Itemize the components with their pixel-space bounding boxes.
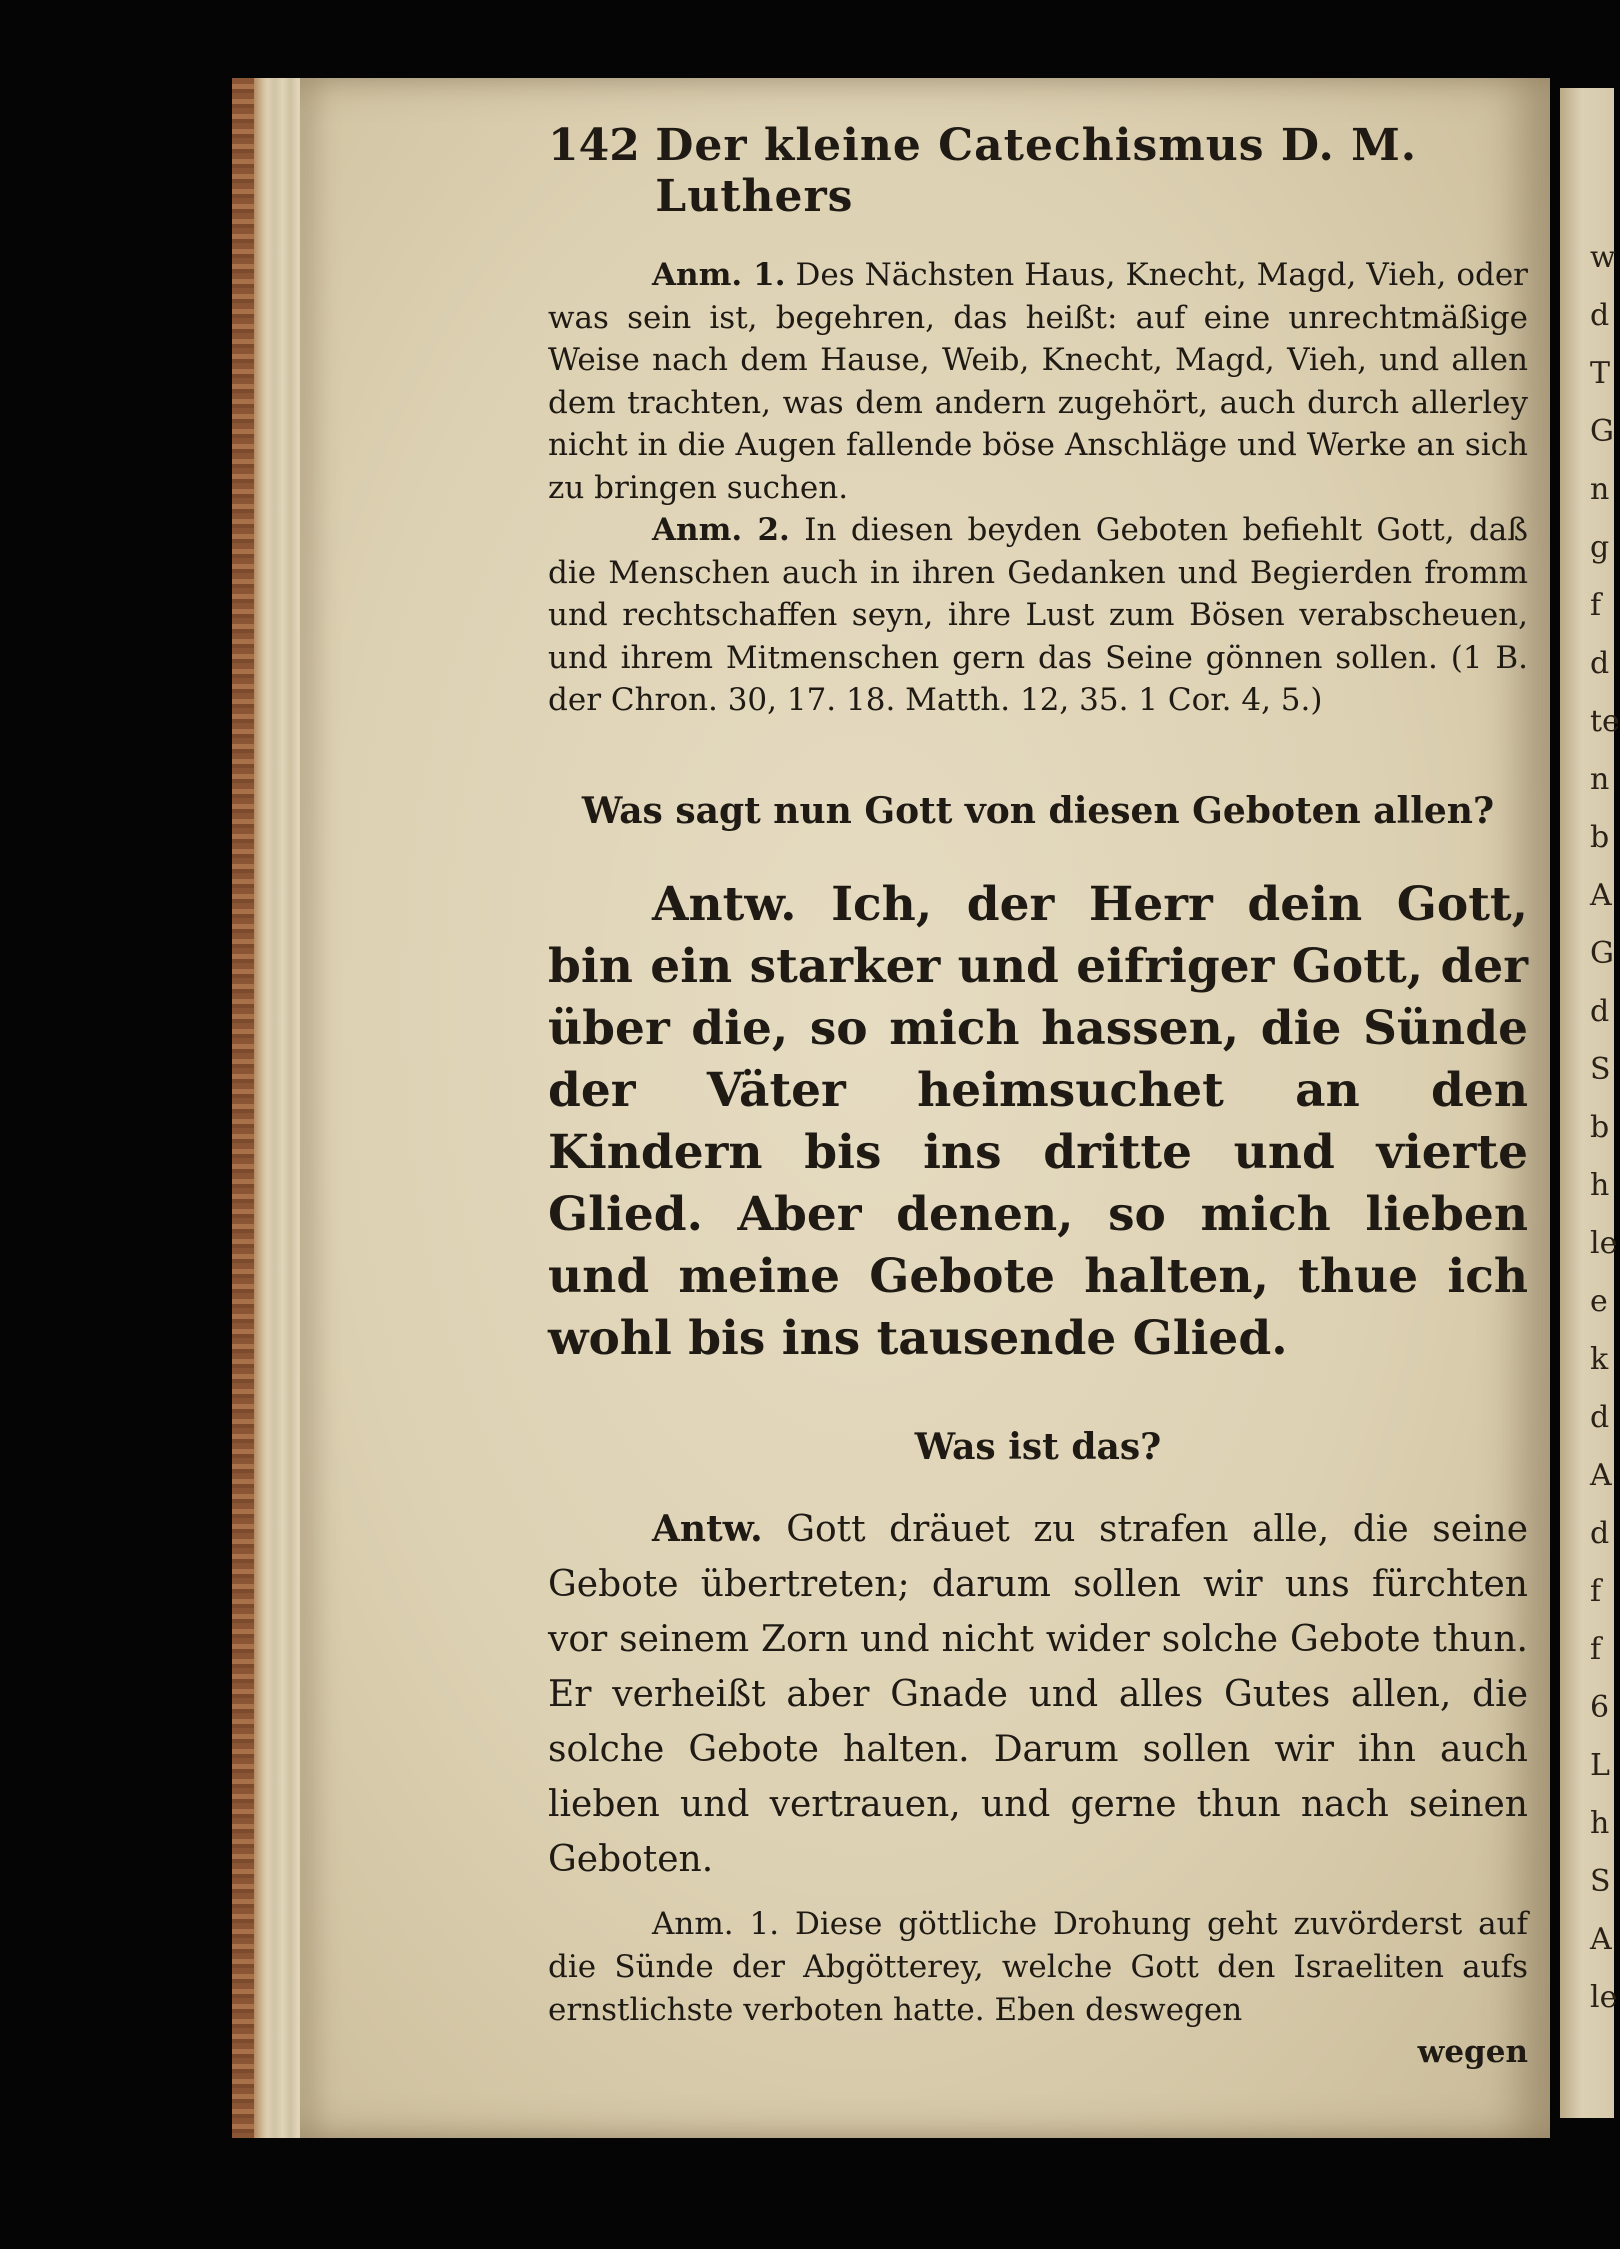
facing-page-letter: f	[1590, 1574, 1602, 1609]
facing-page-letter: d	[1590, 298, 1610, 333]
question-heading-2: Was ist das?	[914, 1425, 1162, 1468]
page-number: 142	[548, 120, 640, 171]
annotation-3	[548, 1903, 1528, 2032]
answer-2	[548, 1502, 1528, 1887]
running-header	[548, 120, 1528, 222]
facing-page-letter: f	[1590, 1632, 1602, 1667]
facing-page-letter: le	[1590, 1980, 1618, 2015]
facing-page-letter: d	[1590, 646, 1610, 681]
facing-page-letter: g	[1590, 530, 1610, 565]
facing-page-letter: S	[1590, 1864, 1611, 1899]
facing-page-letter: e	[1590, 1284, 1608, 1319]
book-page-edges	[232, 78, 310, 2138]
running-head-title: Der kleine Catechismus D. M. Luthers	[655, 120, 1418, 222]
facing-page-letter: d	[1590, 994, 1610, 1029]
facing-page-letter: h	[1590, 1806, 1610, 1841]
facing-page-letter: d	[1590, 1400, 1610, 1435]
catchword: wegen	[1417, 2033, 1528, 2070]
facing-page-letter: k	[1590, 1342, 1609, 1377]
annotation-3-text: Diese göttliche Drohung geht zuvörderst auf die Sünde der Abgötterey, welche Gott den Israeliten aufs ernstlichste verboten hatte. Eben deswegen	[548, 1905, 1528, 2028]
facing-page-letter: 6	[1590, 1690, 1610, 1725]
answer-1-text: Ich, der Herr dein Gott, bin ein starker und eifriger Gott, der über die, so mich hassen, die Sünde der Väter heimsuchet an den Kindern bis ins dritte und vierte Glied. Aber denen, so mich lieben und meine Gebote halten, thue ich wohl bis ins tausende Glied.	[548, 876, 1528, 1366]
annotation-1-text: Des Nächsten Haus, Knecht, Magd, Vieh, oder was sein ist, begehren, das heißt: auf eine unrechtmäßige Weise nach dem Hause, Weib, Knecht, Magd, Vieh, und allen dem trachten, was dem andern zugehört, auch durch allerley nicht in die Augen fallende böse Anschläge und Werke an sich zu bringen suchen.	[548, 257, 1528, 506]
annotation-2-text: In diesen beyden Geboten befiehlt Gott, daß die Menschen auch in ihren Gedanken und Begierden fromm und rechtschaffen seyn, ihre Lust zum Bösen verabscheuen, und ihrem Mitmenschen gern das Seine gönnen sollen. (1 B. der Chron. 30, 17. 18. Matth. 12, 35. 1 Cor. 4, 5.)	[548, 512, 1528, 718]
facing-page-letter: le	[1590, 1226, 1618, 1261]
facing-page-letter: f	[1590, 588, 1602, 623]
facing-page-letter: n	[1590, 472, 1610, 507]
annotation-2	[548, 509, 1528, 722]
facing-page-letter: S	[1590, 1052, 1611, 1087]
page-content	[548, 120, 1528, 2070]
facing-page-letter: te	[1590, 704, 1620, 739]
annotation-1-label: Anm. 1.	[652, 257, 786, 293]
facing-page-letter: b	[1590, 1110, 1610, 1145]
facing-page-letter: n	[1590, 762, 1610, 797]
facing-page-letter: w	[1590, 240, 1616, 275]
answer-2-text: Gott dräuet zu strafen alle, die seine Gebote übertreten; darum sollen wir uns fürchten vor seinem Zorn und nicht wider solche Gebote thun. Er verheißt aber Gnade und alles Gutes allen, die solche Gebote halten. Darum sollen wir ihn auch lieben und vertrauen, und gerne thun nach seinen Geboten.	[548, 1508, 1528, 1880]
facing-page-letter: b	[1590, 820, 1610, 855]
facing-page-letter: G	[1590, 414, 1614, 449]
facing-page-letter: L	[1590, 1748, 1610, 1783]
facing-page-letter: T	[1590, 356, 1611, 391]
facing-page-letter: h	[1590, 1168, 1610, 1203]
answer-1	[548, 874, 1528, 1370]
annotation-2-label: Anm. 2.	[652, 512, 790, 548]
facing-page-letter: A	[1590, 1922, 1612, 1957]
question-heading-1: Was sagt nun Gott von diesen Geboten allen?	[581, 789, 1495, 832]
answer-1-label: Antw.	[652, 876, 797, 932]
answer-2-label: Antw.	[652, 1507, 763, 1550]
facing-page-letter: d	[1590, 1516, 1610, 1551]
facing-page-letter: A	[1590, 1458, 1612, 1493]
annotation-3-label: Anm. 1.	[652, 1905, 780, 1942]
facing-page-letter: A	[1590, 878, 1612, 913]
annotation-1	[548, 254, 1528, 509]
facing-page-letter: G	[1590, 936, 1614, 971]
